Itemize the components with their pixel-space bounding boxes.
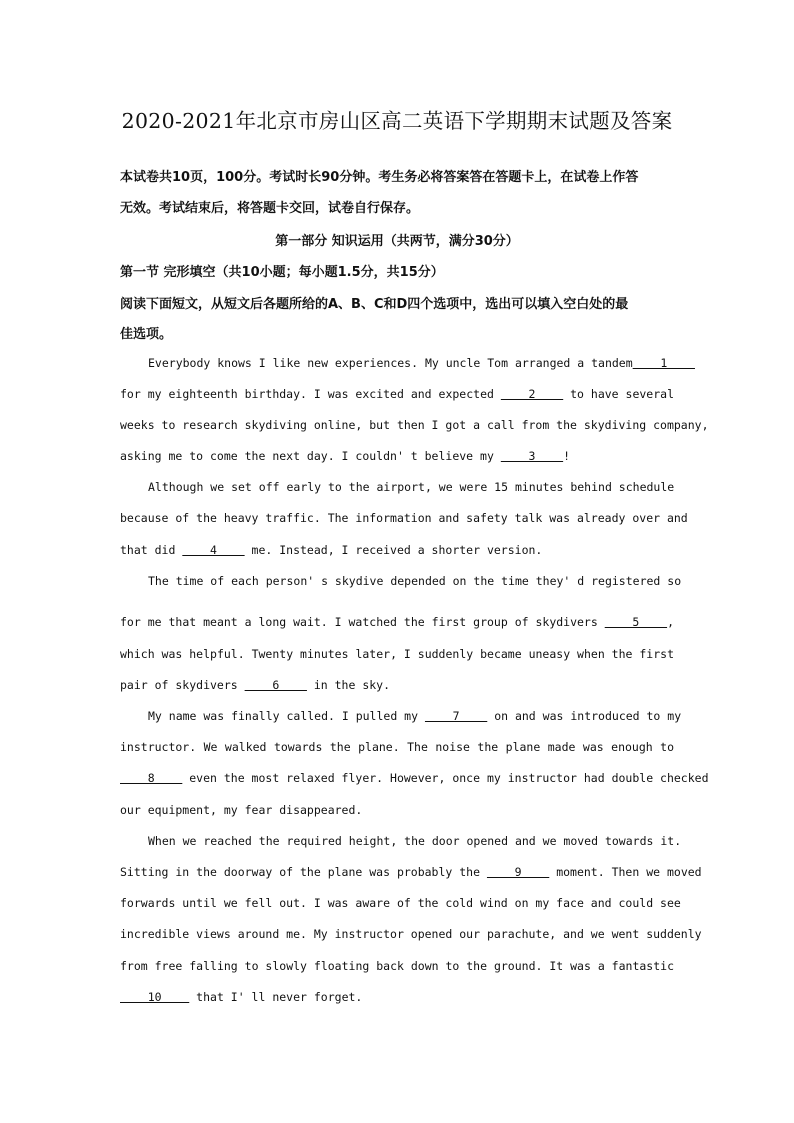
instructions-line-2: 无效。考试结束后，将答题卡交回，试卷自行保存。 <box>120 201 420 216</box>
passage-line: Although we set off early to the airport, we were 15 minutes behind schedule <box>148 480 675 494</box>
blank-10: 10 <box>120 990 190 1004</box>
blank-4: 4 <box>182 543 245 557</box>
passage-line: from free falling to slowly floating back down to the ground. It was a fantastic <box>120 959 674 973</box>
blank-2: 2 <box>500 387 564 401</box>
passage-line: our equipment, my fear disappeared. <box>120 803 363 817</box>
passage-line: for me that meant a long wait. I watched the first group of skydivers 5 , <box>120 615 675 629</box>
passage-line: My name was finally called. I pulled my 7 on and was introduced to my <box>148 709 682 723</box>
passage-line: 10 that I' ll never forget. <box>120 990 363 1004</box>
passage-line: pair of skydivers 6 in the sky. <box>120 678 391 692</box>
passage-line: instructor. We walked towards the plane. The noise the plane made was enough to <box>120 740 674 754</box>
directions-line-2: 佳选项。 <box>120 327 173 342</box>
passage-line: for my eighteenth birthday. I was excited and expected 2 to have several <box>120 387 674 401</box>
blank-5: 5 <box>604 615 668 629</box>
passage-line: asking me to come the next day. I couldn' t believe my 3 ! <box>120 449 571 463</box>
passage-line: because of the heavy traffic. The information and safety talk was already over and <box>120 511 688 525</box>
blank-1: 1 <box>632 356 695 370</box>
blank-9: 9 <box>486 865 550 879</box>
section-heading: 第一节 完形填空（共10小题；每小题1.5分，共15分） <box>120 265 444 280</box>
passage-line: forwards until we fell out. I was aware of the cold wind on my face and could see <box>120 896 681 910</box>
blank-7: 7 <box>424 709 488 723</box>
blank-8: 8 <box>120 771 183 785</box>
passage-line: 8 even the most relaxed flyer. However, once my instructor had double checked <box>120 771 709 785</box>
passage-line: incredible views around me. My instructor opened our parachute, and we went suddenly <box>120 927 702 941</box>
blank-3: 3 <box>500 449 564 463</box>
passage-line: The time of each person' s skydive depended on the time they' d registered so <box>148 574 682 588</box>
passage-line: Everybody knows I like new experiences. My uncle Tom arranged a tandem 1 <box>148 356 695 370</box>
passage-line: that did 4 me. Instead, I received a shorter version. <box>120 543 543 557</box>
page-title: 2020-2021年北京市房山区高二英语下学期期末试题及答案 <box>121 109 673 133</box>
passage-line: When we reached the required height, the door opened and we moved towards it. <box>148 834 682 848</box>
part-heading: 第一部分 知识运用（共两节，满分30分） <box>275 234 519 249</box>
passage-line: Sitting in the doorway of the plane was probably the 9 moment. Then we moved <box>120 865 702 879</box>
blank-6: 6 <box>244 678 307 692</box>
passage-line: weeks to research skydiving online, but then I got a call from the skydiving company, <box>120 418 709 432</box>
instructions-line-1: 本试卷共10页，100分。考试时长90分钟。考生务必将答案答在答题卡上，在试卷上作答 <box>120 170 639 185</box>
directions-line-1: 阅读下面短文，从短文后各题所给的A、B、C和D四个选项中，选出可以填入空白处的最 <box>120 297 629 312</box>
passage-line: which was helpful. Twenty minutes later, I suddenly became uneasy when the first <box>120 647 674 661</box>
